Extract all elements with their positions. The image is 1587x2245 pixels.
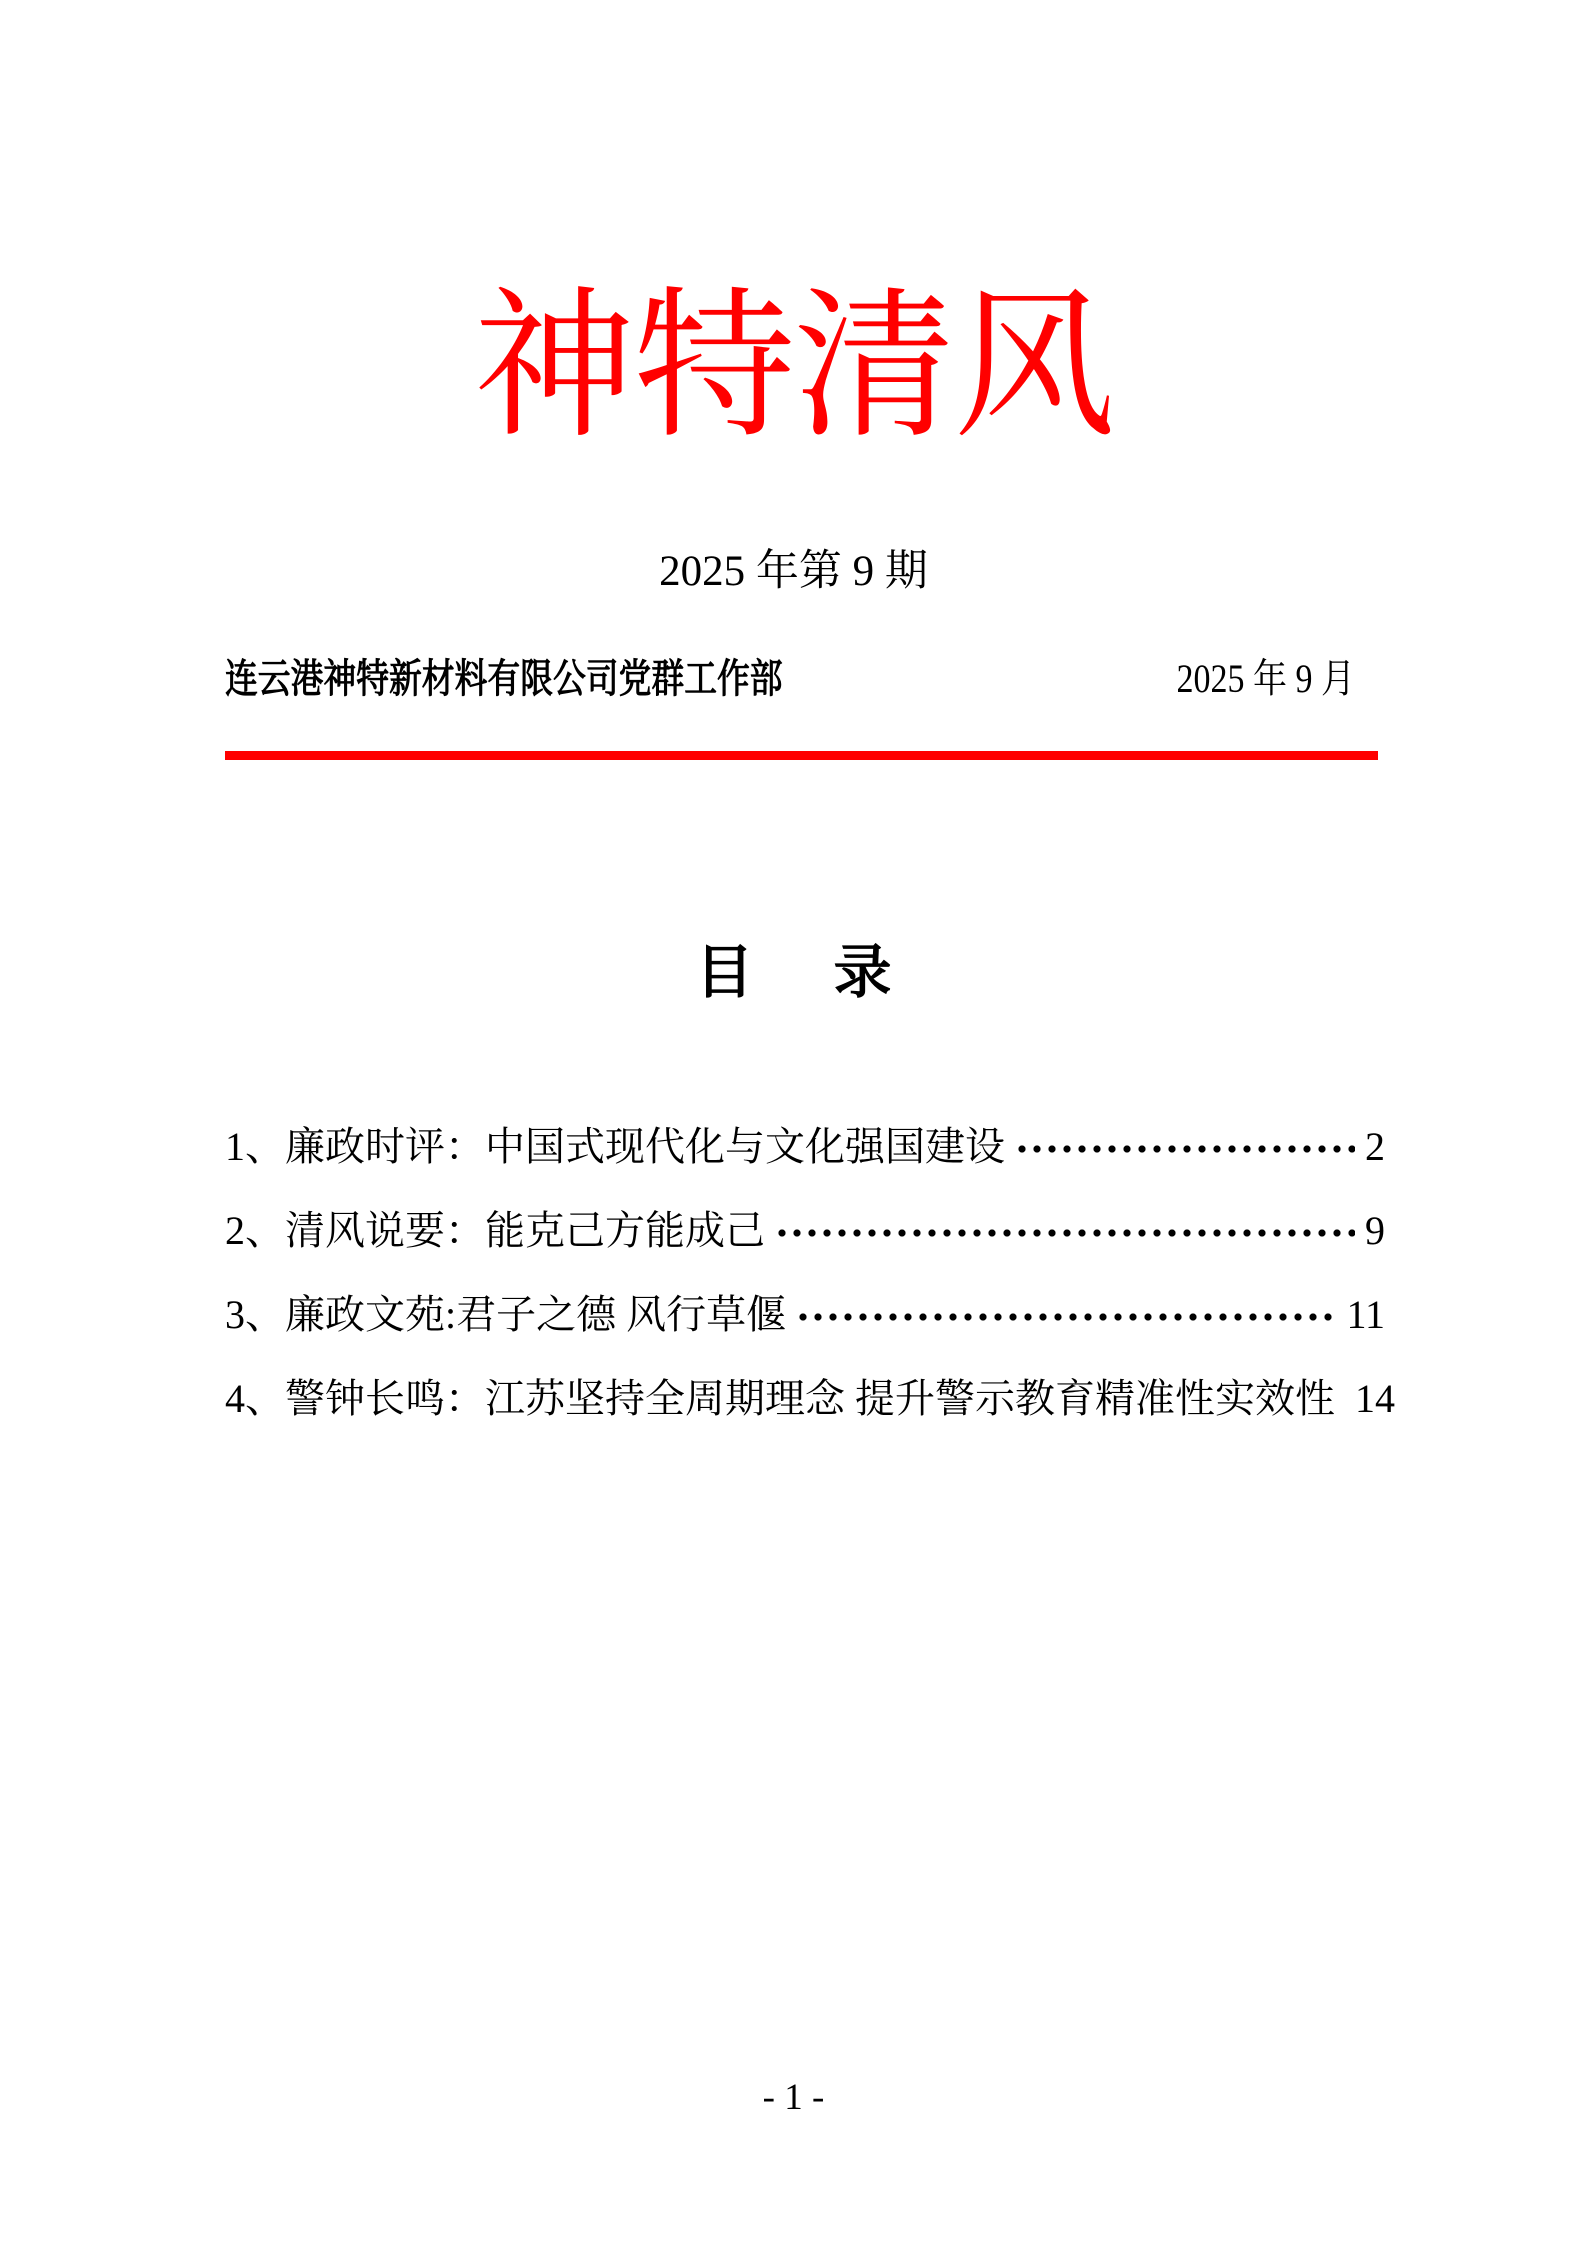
toc-item[interactable]: [225, 1189, 1385, 1273]
toc-leader-dots: [796, 1310, 1336, 1324]
toc-item-label: 2、清风说要：能克己方能成己: [225, 1208, 765, 1253]
toc-item[interactable]: [225, 1357, 1395, 1441]
issue-line: 2025 年第 9 期: [659, 548, 928, 595]
publisher-name: 连云港神特新材料有限公司党群工作部: [225, 656, 783, 701]
masthead-row: [225, 655, 1355, 703]
toc-item[interactable]: [225, 1273, 1385, 1357]
toc-item-page: 14: [1355, 1376, 1395, 1421]
publication-date: 2025 年 9 月: [1176, 656, 1355, 701]
toc-leader-dots: [1015, 1142, 1355, 1156]
page-title: 神特清风: [473, 279, 1114, 458]
toc-heading-char-left: 目: [695, 940, 754, 1005]
toc-item-page: 9: [1365, 1208, 1385, 1253]
toc-item-label: 3、廉政文苑:君子之德 风行草偃: [225, 1292, 787, 1337]
toc-heading: [0, 938, 1587, 1008]
toc-item-page: 2: [1365, 1124, 1385, 1169]
toc-item[interactable]: [225, 1105, 1385, 1189]
toc-item-label: 1、廉政时评：中国式现代化与文化强国建设: [225, 1124, 1005, 1169]
toc-list: [225, 1105, 1395, 1441]
toc-leader-dots: [775, 1226, 1355, 1240]
toc-heading-char-right: 录: [833, 940, 892, 1005]
toc-item-label: 4、警钟长鸣：江苏坚持全周期理念 提升警示教育精准性实效性: [225, 1376, 1335, 1421]
toc-item-page: 11: [1346, 1292, 1385, 1337]
red-divider-line: [225, 751, 1378, 760]
page-number-footer: - 1 -: [762, 2077, 825, 2118]
